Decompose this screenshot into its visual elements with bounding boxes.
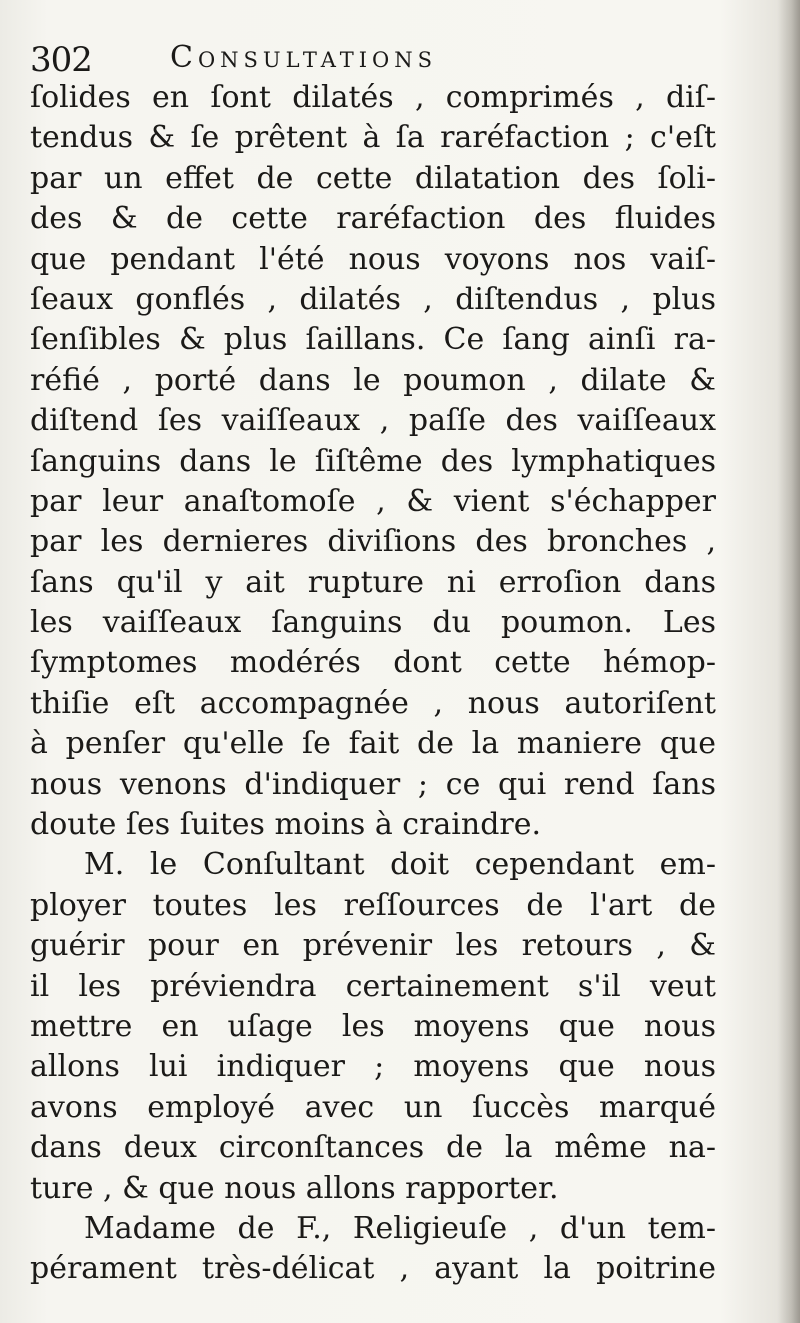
text-line: que pendant l'été nous voyons nos vaiſ-: [30, 241, 716, 277]
text-line: ſenſibles & plus ſaillans. Ce ſang ainſi ra-: [30, 322, 716, 358]
text-line: par les dernieres diviſions des bronches ,: [30, 524, 716, 560]
text-line: nous venons d'indiquer ; ce qui rend ſans: [30, 766, 716, 802]
text-line: thiſie eſt accompagnée , nous autoriſent: [30, 685, 716, 721]
paragraph: [30, 1209, 716, 1290]
text-line: ployer toutes les reſſources de l'art de: [30, 887, 716, 923]
text-line: des & de cette raréfaction des fluides: [30, 201, 716, 237]
text-line: par un effet de cette dilatation des ſoli-: [30, 160, 716, 196]
text-line: ſeaux gonflés , dilatés , diſtendus , plus: [30, 281, 716, 317]
page-number: 302: [30, 40, 92, 80]
text-line: dans deux circonſtances de la même na-: [30, 1130, 716, 1166]
text-line: pérament très-délicat , ayant la poitrine: [30, 1251, 716, 1287]
text-line: M. le Conſultant doit cependant em-: [84, 847, 716, 883]
text-line: ſans qu'il y ait rupture ni erroſion dans: [30, 564, 716, 600]
text-line: les vaiſſeaux ſanguins du poumon. Les: [30, 605, 716, 641]
text-line: diſtend ſes vaiſſeaux , paſſe des vaiſſeaux: [30, 403, 716, 439]
text-line: à penſer qu'elle ſe fait de la maniere que: [30, 726, 716, 762]
paragraph: [30, 845, 716, 1209]
text-line: réfié , porté dans le poumon , dilate &: [30, 362, 716, 398]
text-line: par leur anaſtomoſe , & vient s'échapper: [30, 483, 716, 519]
text-line: avons employé avec un ſuccès marqué: [30, 1089, 716, 1125]
page-spine-shadow: [778, 0, 800, 1323]
paragraph: [30, 78, 716, 845]
text-line: guérir pour en prévenir les retours , &: [30, 928, 716, 964]
body-text: [30, 78, 716, 1290]
text-line: doute ſes ſuites moins à craindre.: [30, 807, 542, 843]
text-line: Madame de F., Religieuſe , d'un tem-: [84, 1210, 716, 1246]
running-title: Consultations: [170, 40, 438, 75]
text-line: allons lui indiquer ; moyens que nous: [30, 1049, 716, 1085]
text-line: tendus & ſe prêtent à ſa raréfaction ; c'eſt: [30, 120, 716, 156]
text-line: ſanguins dans le ſiſtême des lymphatiques: [30, 443, 716, 479]
text-line: il les préviendra certainement s'il veut: [30, 968, 716, 1004]
text-line: ſolides en ſont dilatés , comprimés , diſ-: [30, 80, 716, 115]
text-line: ſymptomes modérés dont cette hémop-: [30, 645, 716, 681]
text-line: mettre en uſage les moyens que nous: [30, 1008, 716, 1044]
text-line: ture , & que nous allons rapporter.: [30, 1170, 559, 1206]
